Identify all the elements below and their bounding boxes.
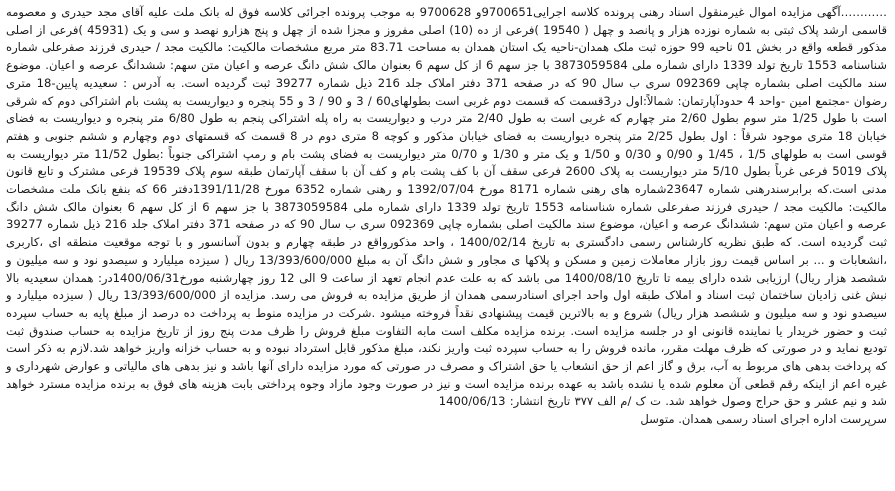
auction-notice-text: …………آگهی مزایده اموال غیرمنقول اسناد رهنی پرونده کلاسه اجرایی9700651و 9700628 به موجب پرونده اجرائی کلاسه فوق له بانک ملت علیه آقای مجد حیدری و معصومه قاسمی ارشد پلاک ثبتی به شماره نوزده هزار و پانصد و چهل ( 19540 )فرعی از ده (10) اصلی مفروز و مجزا شده از چهل و پنج هزارو نهصد و سی و یک (45931 )فرعی از اصلی مذکور قطعه واقع در بخش 01 ناحیه 99 حوزه ثبت ملک همدان-ناحیه یک استان همدان به مساحت 83.71 متر مربع مشخصات مالکیت: مالکیت مجد / حیدری فرزند صفرعلی شماره شناسنامه 1553 تاریخ تولد 1339 دارای شماره ملی 3873059584 با جز سهم 6 از کل سهم 6 بعنوان مالک شش دانگ عرصه و اعیان متن سهم: ششدانگ عرصه و اعیان. موضوع سند مالکیت اصلی بشماره چاپی 092369 سری ب سال 90 که در صفحه 371 دفتر املاک جلد 216 ذیل شماره 39277 ثبت گردیده است. به آدرس : سعیدیه پایین-18 متری رضوان -مجتمع امین -واحد 4 حدودآپارتمان: شمالاً:اول در3قسمت که قسمت دوم غربی است بطولهای60 / 3 و 90 / 3 و 55 پنجره و دیواریست به پشت بام اشتراکی دوم که شرقی است با طول 1/25 متر سوم بطول 2/60 متر چهارم که غربی است به طول 2/40 متر درب و دیواریست به راه پله اشتراکی پنجم به طول 6/80 متر پنجره و دیواریست به فضای خیابان 18 متری موجود شرقاً : اول بطول 2/25 متر پنجره دیواریست به فضای خیابان مذکور و کوچه 8 متری دوم در 8 قسمت که قسمتهای دوم وچهارم و ششم جنوبی و هفتم قوسی است به طولهای 1/5 ، 1/45 و 0/90 و 0/30 و 1/50 و یک متر و 1/30 و 0/70 متر دیواریست به فضای پشت بام و رمپ اشتراکی جنوباً :بطول 11/52 متر دیواریست به پلاک 5019 فرعی غرباً بطول 5/10 متر دیواریست به پلاک 2600 فرعی سقف آن با کف پشت بام و کف آن با سقف آپارتمان طبقه سوم پلاک 19539 فرعی مشترک و تابع قانون مدنی است.که برابرسندرهنی شماره 23647شماره های رهنی شماره 8171 مورخ 1392/07/04 و رهنی شماره 6352 مورخ 1391/11/28دفتر 66 که بنفع بانک ملت مشخصات مالکیت: مالکیت مجد / حیدری فرزند صفرعلی شماره شناسنامه 1553 تاریخ تولد 1339 دارای شماره ملی 3873059584 با جز سهم 6 از کل سهم 6 بعنوان مالک شش دانگ عرصه و اعیان متن سهم: ششدانگ عرصه و اعیان، موضوع سند مالکیت اصلی بشماره چاپی 092369 سری ب سال 90 که در صفحه 371 دفتر املاک جلد 216 ذیل شماره 39277 ثبت گردیده است. که طبق نظریه کارشناس رسمی دادگستری به تاریخ 1400/02/14 ، واحد مذکورواقع در طبقه چهارم و بدون آسانسور و با توجه موقعیت منطقه ای ،کاربری ،انشعابات و ... بر اساس قیمت روز بازار معاملات زمین و مسکن و پلاکها ی مجاور و شش دانگ آن به مبلغ 13/393/600/000 ریال ( سیزده میلیارد و سیصدو نود و سه میلیون و ششصد هزار ریال) ارزیابی شده دارای بیمه تا تاریخ 1400/08/10 می باشد که به علت عدم انجام تعهد از ساعت 9 الی 12 روز چهارشنبه مورخ1400/06/31در: همدان سعیدیه بالا نبش غنی زادیان ساختمان ثبت اسناد و املاک طبقه اول واحد اجرای اسنادرسمی همدان از طریق مزایده به فروش می رسد. مزایده از 13/393/600/000 ریال ( سیزده میلیارد و سیصدو نود و سه میلیون و ششصد هزار ریال) شروع و به بالاترین قیمت پیشنهادی نقداً فروخته میشود .شرکت در مزایده منوط به پرداخت ده درصد از مبلغ پایه به حساب سپرده ثبت و حضور خریدار یا نماینده قانونی او در جلسه مزایده است. برنده مزایده مکلف است مابه التفاوت مبلغ فروش را ظرف مدت پنج روز از تاریخ مزایده به حساب صندوق ثبت تودیع نماید و در صورتی که ظرف مهلت مقرر، مانده فروش را به حساب سپرده ثبت واریز نکند، مبلغ مذکور قابل استرداد نبوده و به حساب خزانه واریز خواهد شد.لازم به ذکر است که پرداخت بدهی های مربوط به آب، برق و گاز اعم از حق انشعاب یا حق اشتراک و مصرف در صورتی که مورد مزایده دارای آنها باشد و نیز بدهی های مالیاتی و عوارض شهرداری و غیره اعم از اینکه رقم قطعی آن معلوم شده یا نشده باشد به عهده برنده مزایده است و نیز در صورت وجود مازاد وجوه پرداختی بابت هزینه های فوق به برنده مزایده مسترد خواهد شد و نیم عشر و حق حراج وصول خواهد شد. ت ک /م الف ۳۷۷ تاریخ انتشار: 1400/06/13 [6, 5, 888, 409]
notice-signature: سرپرست اداره اجرای اسناد رسمی همدان. متوسل [640, 412, 887, 427]
